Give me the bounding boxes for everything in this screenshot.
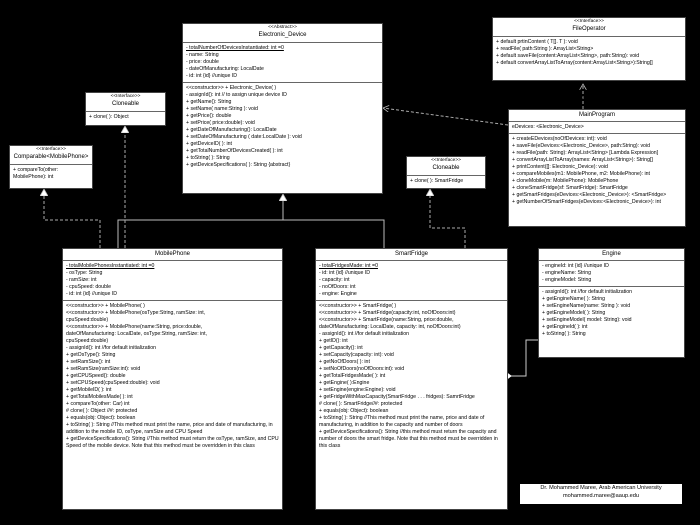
- class-engine[interactable]: [538, 248, 685, 358]
- inherit-mobile-line: [118, 194, 283, 248]
- member-row: + getCapacity(): int: [319, 345, 363, 352]
- member-row: + getSmartFridges(eDevices:<Electronic_Device>): <SmartFridge>: [512, 192, 667, 199]
- member-row: dateOfManufacturing: LocalDate, capacity: int, noOfDoors:int): [319, 324, 461, 331]
- member-row: + default prtinContent ( T[]. T ): void: [496, 38, 578, 45]
- implements-cloneable-right-label: <<implements>>: [431, 221, 466, 226]
- author-name: Dr. Mohammed Maree, Arab American University: [540, 485, 662, 491]
- member-row: <<constructor>> + Electronic_Device( ): [186, 84, 277, 91]
- class-header: [10, 146, 92, 165]
- methods-section: [407, 176, 485, 187]
- member-row: - noOfDoors: int: [319, 284, 356, 291]
- member-row: + setEngineModel( model: String): void: [542, 317, 632, 324]
- member-row: + setEngineName(name: String ): void: [542, 303, 631, 310]
- methods-section: [183, 83, 382, 171]
- member-row: + getName(): String: [186, 98, 232, 105]
- implements-cloneable-left-label: <<implements>>: [98, 190, 133, 195]
- uses-label: <<uses>>: [567, 95, 588, 100]
- member-row: + getNoOfDoors( ): int: [319, 359, 370, 366]
- member-row: - engineModel: String: [542, 277, 592, 284]
- member-row: + setRamSize(): int: [66, 359, 111, 366]
- methods-section: [316, 301, 507, 452]
- class-mobile-phone[interactable]: [62, 248, 283, 510]
- member-row: + saveFile(eDevices:<Electronic_Device>, path:String): void: [512, 143, 650, 150]
- attributes-section: [539, 261, 684, 287]
- interface-cloneable-right[interactable]: [406, 156, 486, 189]
- inherit-fridge-line: [283, 220, 384, 248]
- member-row: - totalMobilePhonesInstantiated: int =0: [66, 263, 155, 270]
- member-row: - id: int {id} //unique ID: [319, 270, 371, 277]
- attributes-section: [183, 43, 382, 83]
- attributes-section: [63, 261, 282, 301]
- methods-section: [509, 134, 685, 208]
- member-row: + getDeviceSpecifications(): String //This method must return the osType, ramSize, and CPU Speed of the mobile device. Note that this method must be overridden in this class: [66, 436, 279, 450]
- implements-cloneable-right-line: [430, 189, 465, 248]
- interface-file-operator[interactable]: [492, 17, 686, 81]
- member-row: - totalNumberOfDevicesInstantiated: int =0: [186, 44, 284, 51]
- member-row: cpuSpeed:double): [66, 338, 109, 345]
- member-row: - assignId(): int //for default initialization: [319, 331, 409, 338]
- member-row: + getPrice(): double: [186, 112, 232, 119]
- member-row: - engineName: String: [542, 270, 592, 277]
- member-row: + setName( name:String ): void: [186, 105, 258, 112]
- class-header: [63, 249, 282, 261]
- member-row: + compareMobiles(m1: MobilePhone, m2: MobilePhone): int: [512, 171, 650, 178]
- member-row: cpuSpeed:double): [66, 317, 109, 324]
- class-main-program[interactable]: [508, 109, 686, 227]
- member-row: - dateOfManufacturing: LocalDate: [186, 65, 264, 72]
- member-row: + clone( ): SmartFridge: [410, 177, 464, 184]
- attributes-section: [509, 122, 685, 134]
- member-row: + readFile(path: String): ArrayList<String> [Lambda Expression]: [512, 150, 659, 157]
- member-row: + toString( ): String: [186, 154, 230, 161]
- member-row: <<constructor>> + MobilePhone(osType:String, ramSize: int,: [66, 310, 206, 317]
- member-row: + getID(): int: [319, 338, 348, 345]
- author-credit: [520, 484, 682, 504]
- member-row: + getMobileID( ): int: [66, 387, 112, 394]
- member-row: <<constructor>> + SmartFridge( ): [319, 303, 397, 310]
- member-row: + setCapacity(capacity: int): void: [319, 352, 394, 359]
- class-header: [539, 249, 684, 261]
- class-name: SmartFridge: [394, 251, 428, 257]
- member-row: - id: int {id} //unique ID: [186, 72, 238, 79]
- class-name: FileOperator: [572, 26, 606, 33]
- member-row: - assignId(): int // to assign unique device ID: [186, 91, 287, 98]
- member-row: + getDeviceID( ): int: [186, 140, 232, 147]
- member-row: + getTotalNumberOfDevicesCreated( ): int: [186, 147, 283, 154]
- member-row: + createEDevices(noOfDevices: int): void: [512, 136, 607, 143]
- member-row: + getNumberOfSmartFridges(eDevices:<Electronic_Device>): int: [512, 199, 661, 206]
- methods-section: [63, 301, 282, 452]
- member-row: + toString( ): String //This method must print the name, price and date of manufacturing, in addition to the capacity and number of doors: [319, 415, 485, 429]
- class-name: Cloneable: [432, 165, 460, 172]
- member-row: + getEngineName( ): String: [542, 296, 606, 303]
- member-row: dateOfManufacturing: LocalDate, osType:String, ramSize: int,: [66, 331, 207, 338]
- member-row: + setRamSize(ramSize:int): void: [66, 366, 141, 373]
- member-row: eDevices: <Electronic_Device>: [512, 124, 584, 131]
- author-email: mohammed.maree@aaup.edu: [563, 492, 639, 499]
- member-row: + compareTo(other: Car) int: [66, 401, 130, 408]
- member-row: <<constructor>> + SmartFridge(name:String, price:double,: [319, 317, 454, 324]
- member-row: + equals(obj: Object): boolean: [66, 415, 136, 422]
- class-stereotype: <<Interface>>: [431, 158, 461, 163]
- member-row: + getEngineModel( ): String: [542, 310, 606, 317]
- member-row: + getDeviceSpecifications(): String //this method must return the capacity and number of doors the smart fridge. Note that this method must be overridden in this class: [319, 429, 498, 450]
- member-row: + getOsType(): String: [66, 352, 116, 359]
- member-row: - cpuSpeed: double: [66, 284, 111, 291]
- class-name: Comparable<MobilePhone>: [13, 154, 89, 161]
- class-name: MobilePhone: [154, 251, 191, 257]
- member-row: <<constructor>> + MobilePhone(name:String, price:double,: [66, 324, 203, 331]
- methods-section: [86, 112, 165, 123]
- member-row: + setEngine(engine:Engine): void: [319, 387, 396, 394]
- implements-comparable-line: [44, 189, 100, 248]
- member-row: + getCPUSpeed(): double: [66, 373, 126, 380]
- member-row: - name: String: [186, 51, 219, 58]
- class-header: [86, 93, 165, 112]
- class-smart-fridge[interactable]: [315, 248, 508, 510]
- member-row: + printContent([]: Electronic_Device): void: [512, 164, 608, 171]
- class-name: Engine: [602, 251, 621, 257]
- interface-cloneable-left[interactable]: [85, 92, 166, 126]
- methods-section: [10, 165, 92, 183]
- class-stereotype: <<Interface>>: [110, 94, 141, 99]
- member-row: <<constructor>> + MobilePhone( ): [66, 303, 145, 310]
- class-name: Cloneable: [111, 101, 140, 108]
- member-row: - engineId: int {id} //unique ID: [542, 263, 609, 270]
- class-stereotype: <<Abstract>>: [268, 25, 297, 30]
- member-row: + equals(obj: Object): boolean: [319, 408, 389, 415]
- methods-section: [493, 37, 685, 69]
- member-row: - price: double: [186, 58, 219, 65]
- interface-comparable[interactable]: [9, 145, 93, 189]
- member-row: + getTotalMobilesMade( ): int: [66, 394, 133, 401]
- member-row: + default saveFile(content:ArrayList<String>, path:String): void: [496, 52, 640, 59]
- member-row: - osType: String: [66, 270, 103, 277]
- member-row: <<constructor>> + SmartFridge(capacity:int, noOfDoors:int): [319, 310, 456, 317]
- class-electronic-device[interactable]: [182, 23, 383, 194]
- member-row: + getDeviceSpecifications( ): String {abstract}: [186, 161, 291, 168]
- class-header: [183, 24, 382, 43]
- member-row: + getTotalFridgesMade( ): int: [319, 373, 386, 380]
- class-header: [316, 249, 507, 261]
- class-header: [509, 110, 685, 122]
- member-row: + default convertArrayListToArray(content:ArrayList<String>):String[]: [496, 59, 653, 66]
- member-row: MobilePhone): int: [13, 173, 54, 180]
- member-row: + convertArrayListToArray(names: ArrayList<String>): String[]: [512, 157, 653, 164]
- class-name: MainProgram: [578, 112, 615, 118]
- member-row: + setNoOfDoors(noOfDoors:int): void: [319, 366, 405, 373]
- member-row: - id: int {id} //unique ID: [66, 291, 118, 298]
- member-row: + cloneMobile(m: MobilePhone): MobilePhone: [512, 178, 619, 185]
- methods-section: [539, 287, 684, 340]
- member-row: # clone( ): SmartFridge//#: protected: [319, 401, 403, 408]
- member-row: + compareTo(other:: [13, 166, 59, 173]
- attributes-section: [316, 261, 507, 301]
- member-row: + setDateOfManufacturing ( date:LocalDate ): void: [186, 133, 302, 140]
- member-row: - totalFridgesMade: int =0: [319, 263, 378, 270]
- class-header: [407, 157, 485, 176]
- member-row: + getEngine( ):Engine: [319, 380, 370, 387]
- member-row: - ramSize: int: [66, 277, 97, 284]
- member-row: + readFile( path:String ): ArrayList<String>: [496, 45, 594, 52]
- member-row: + toString( ): String: [542, 331, 586, 338]
- member-row: - assignId(): int //for default initialization: [66, 345, 156, 352]
- class-stereotype: <<Interface>>: [574, 19, 604, 24]
- class-header: [493, 18, 685, 37]
- member-row: + setPrice( price:double): void: [186, 119, 255, 126]
- implements-comparable-label: <<implements>>: [47, 213, 82, 218]
- class-stereotype: <<Interface>>: [36, 147, 66, 152]
- member-row: + toString( ): String //This method must print the name, price and date of manufacturing, in addition to the mobile ID, osType, ramSize and CPU Speed: [66, 422, 273, 436]
- association-main-device-line: [383, 108, 508, 125]
- member-row: - capacity: int: [319, 277, 350, 284]
- member-row: + clone( ): Object: [89, 113, 129, 120]
- member-row: + getEngineId( ): int: [542, 324, 588, 331]
- member-row: # clone( ): Object //#: protected: [66, 408, 138, 415]
- member-row: - engine: Engine: [319, 291, 357, 298]
- member-row: + cloneSmartFridge(sf: SmartFridge): SmartFridge: [512, 185, 628, 192]
- member-row: - assignId(): int //for default initialization: [542, 289, 632, 296]
- member-row: + setCPUSpeed(cpuSpeed:double): void: [66, 380, 160, 387]
- composition-fridge-engine-line: [507, 340, 538, 376]
- class-name: Electronic_Device: [258, 32, 307, 39]
- member-row: + getFridgeWithMaxCapacity(SmartFridge . . . fridges): SamrtFridge: [319, 394, 475, 401]
- member-row: + getDateOfManufacturing(): LocalDate: [186, 126, 277, 133]
